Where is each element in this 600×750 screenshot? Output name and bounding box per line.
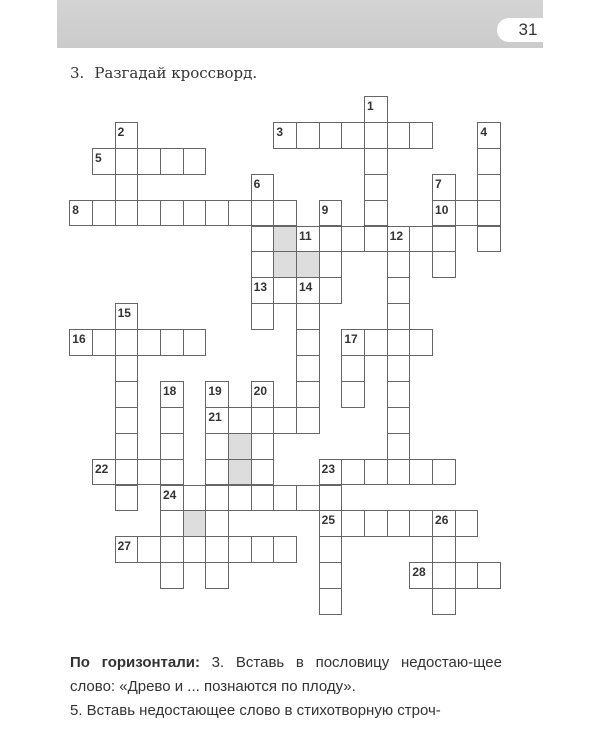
crossword-blocked-cell xyxy=(273,251,297,278)
crossword-cell[interactable] xyxy=(137,459,161,486)
crossword-cell[interactable] xyxy=(92,329,116,356)
crossword-cell[interactable] xyxy=(115,200,139,227)
clue-number: 4 xyxy=(480,124,488,139)
clue-number: 25 xyxy=(321,513,336,528)
crossword-cell[interactable] xyxy=(364,226,388,253)
clue-5: 5. Вставь недостающее слово в стихотворную строч- xyxy=(70,702,441,719)
crossword-cell[interactable] xyxy=(296,122,320,149)
crossword-cell[interactable] xyxy=(115,536,139,563)
crossword-cell[interactable] xyxy=(205,433,229,460)
crossword-cell[interactable] xyxy=(251,485,275,512)
crossword-cell[interactable] xyxy=(455,200,479,227)
crossword-cell[interactable] xyxy=(477,562,501,589)
crossword-cell[interactable] xyxy=(115,329,139,356)
clue-number: 19 xyxy=(208,383,222,398)
crossword-cell[interactable] xyxy=(432,536,456,563)
crossword-cell[interactable] xyxy=(115,407,139,434)
crossword-cell[interactable] xyxy=(228,536,252,563)
crossword-cell[interactable] xyxy=(341,381,365,408)
crossword-cell[interactable] xyxy=(205,485,229,512)
crossword-cell[interactable] xyxy=(115,122,139,149)
crossword-cell[interactable] xyxy=(364,96,388,123)
clues-text xyxy=(70,651,502,723)
clue-3: 3. Вставь в пословицу недостаю-щее слово: «Древо и ... познаются по плоду». xyxy=(70,654,502,695)
crossword-cell[interactable] xyxy=(477,122,501,149)
crossword-cell[interactable] xyxy=(296,485,320,512)
crossword-cell[interactable] xyxy=(251,226,275,253)
crossword-cell[interactable] xyxy=(341,355,365,382)
crossword-cell[interactable] xyxy=(251,433,275,460)
crossword-cell[interactable] xyxy=(341,329,365,356)
crossword-cell[interactable] xyxy=(387,303,411,330)
crossword-cell[interactable] xyxy=(273,485,297,512)
crossword-cell[interactable] xyxy=(387,122,411,149)
crossword-cell[interactable] xyxy=(273,277,297,304)
crossword-cell[interactable] xyxy=(137,200,161,227)
crossword-cell[interactable] xyxy=(273,200,297,227)
crossword-cell[interactable] xyxy=(160,562,184,589)
clue-number: 10 xyxy=(435,202,449,217)
crossword-cell[interactable] xyxy=(205,536,229,563)
page-number: 31 xyxy=(497,18,559,42)
crossword-cell[interactable] xyxy=(387,459,411,486)
crossword-cell[interactable] xyxy=(364,148,388,175)
crossword-cell[interactable] xyxy=(183,485,207,512)
crossword-cell[interactable] xyxy=(341,122,365,149)
crossword-cell[interactable] xyxy=(455,562,479,589)
crossword-cell[interactable] xyxy=(183,536,207,563)
crossword-cell[interactable] xyxy=(137,536,161,563)
crossword-cell[interactable] xyxy=(364,510,388,537)
crossword-cell[interactable] xyxy=(319,277,343,304)
crossword-blocked-cell xyxy=(273,226,297,253)
clue-number: 17 xyxy=(344,332,358,347)
crossword-cell[interactable] xyxy=(409,329,433,356)
crossword-cell[interactable] xyxy=(251,459,275,486)
crossword-cell[interactable] xyxy=(432,562,456,589)
clue-number: 18 xyxy=(162,383,177,398)
clue-number: 14 xyxy=(299,280,313,295)
crossword-cell[interactable] xyxy=(409,226,433,253)
crossword-cell[interactable] xyxy=(183,148,207,175)
crossword-cell[interactable] xyxy=(228,485,252,512)
crossword-cell[interactable] xyxy=(115,485,139,512)
crossword-cell[interactable] xyxy=(160,536,184,563)
clue-number: 22 xyxy=(94,461,109,476)
clue-number: 23 xyxy=(321,461,336,476)
clue-number: 5 xyxy=(94,150,102,165)
task-number: 3. xyxy=(70,64,85,82)
crossword-cell[interactable] xyxy=(205,510,229,537)
crossword-cell[interactable] xyxy=(115,433,139,460)
crossword-cell[interactable] xyxy=(341,226,365,253)
clue-number: 27 xyxy=(117,539,131,554)
crossword-cell[interactable] xyxy=(296,407,320,434)
clues-heading: По горизонтали: xyxy=(70,654,200,671)
crossword-cell[interactable] xyxy=(296,355,320,382)
crossword-cell[interactable] xyxy=(319,588,343,615)
clue-number: 2 xyxy=(117,124,125,139)
crossword-cell[interactable] xyxy=(69,200,93,227)
crossword-cell[interactable] xyxy=(160,381,184,408)
crossword-cell[interactable] xyxy=(251,277,275,304)
crossword-cell[interactable] xyxy=(387,510,411,537)
crossword-cell[interactable] xyxy=(387,355,411,382)
clue-number: 26 xyxy=(435,513,449,528)
crossword-cell[interactable] xyxy=(115,459,139,486)
crossword-cell[interactable] xyxy=(296,277,320,304)
crossword-cell[interactable] xyxy=(387,433,411,460)
crossword-cell[interactable] xyxy=(364,174,388,201)
crossword-cell[interactable] xyxy=(364,329,388,356)
task-title: Разгадай кроссворд. xyxy=(94,64,258,82)
crossword-cell[interactable] xyxy=(160,200,184,227)
clue-number: 12 xyxy=(389,228,404,243)
crossword-cell[interactable] xyxy=(409,562,433,589)
crossword-cell[interactable] xyxy=(319,200,343,227)
clue-number: 24 xyxy=(162,487,177,502)
crossword-cell[interactable] xyxy=(115,303,139,330)
crossword-cell[interactable] xyxy=(319,122,343,149)
clue-number: 15 xyxy=(117,306,131,321)
clue-number: 11 xyxy=(299,228,312,243)
crossword-cell[interactable] xyxy=(251,200,275,227)
crossword-cell[interactable] xyxy=(137,329,161,356)
clue-number: 28 xyxy=(412,565,426,580)
crossword-blocked-cell xyxy=(228,459,252,486)
crossword-cell[interactable] xyxy=(319,251,343,278)
crossword-cell[interactable] xyxy=(341,510,365,537)
crossword-cell[interactable] xyxy=(137,148,161,175)
crossword-cell[interactable] xyxy=(69,329,93,356)
crossword-cell[interactable] xyxy=(273,407,297,434)
crossword-cell[interactable] xyxy=(296,303,320,330)
crossword-cell[interactable] xyxy=(477,174,501,201)
crossword-cell[interactable] xyxy=(409,122,433,149)
crossword-cell[interactable] xyxy=(115,381,139,408)
crossword-cell[interactable] xyxy=(432,251,456,278)
crossword-cell[interactable] xyxy=(251,536,275,563)
crossword-cell[interactable] xyxy=(432,588,456,615)
crossword-cell[interactable] xyxy=(183,200,207,227)
crossword-cell[interactable] xyxy=(92,459,116,486)
crossword-cell[interactable] xyxy=(387,329,411,356)
crossword-cell[interactable] xyxy=(92,148,116,175)
crossword-cell[interactable] xyxy=(205,200,229,227)
crossword-cell[interactable] xyxy=(432,459,456,486)
crossword-cell[interactable] xyxy=(92,200,116,227)
crossword-cell[interactable] xyxy=(387,381,411,408)
crossword-cell[interactable] xyxy=(477,226,501,253)
crossword-cell[interactable] xyxy=(341,459,365,486)
crossword-cell[interactable] xyxy=(251,174,275,201)
crossword-cell[interactable] xyxy=(160,329,184,356)
crossword-cell[interactable] xyxy=(160,433,184,460)
crossword-cell[interactable] xyxy=(251,303,275,330)
crossword-blocked-cell xyxy=(183,510,207,537)
crossword-cell[interactable] xyxy=(296,329,320,356)
crossword-cell[interactable] xyxy=(319,485,343,512)
crossword-cell[interactable] xyxy=(160,148,184,175)
clue-number: 3 xyxy=(276,124,284,139)
crossword-cell[interactable] xyxy=(455,510,479,537)
clue-number: 1 xyxy=(367,99,374,113)
crossword-cell[interactable] xyxy=(251,381,275,408)
crossword-cell[interactable] xyxy=(273,122,297,149)
crossword-cell[interactable] xyxy=(296,226,320,253)
crossword-cell[interactable] xyxy=(319,459,343,486)
crossword-cell[interactable] xyxy=(251,251,275,278)
crossword-cell[interactable] xyxy=(115,174,139,201)
crossword-cell[interactable] xyxy=(160,459,184,486)
crossword-cell[interactable] xyxy=(319,562,343,589)
crossword-cell[interactable] xyxy=(364,459,388,486)
crossword-cell[interactable] xyxy=(432,200,456,227)
crossword-cell[interactable] xyxy=(319,536,343,563)
clue-number: 8 xyxy=(72,202,79,217)
crossword-cell[interactable] xyxy=(432,174,456,201)
crossword-cell[interactable] xyxy=(160,407,184,434)
crossword-cell[interactable] xyxy=(205,562,229,589)
clue-number: 20 xyxy=(253,383,268,398)
clue-number: 9 xyxy=(321,202,329,217)
crossword-cell[interactable] xyxy=(296,381,320,408)
crossword-blocked-cell xyxy=(296,251,320,278)
clue-number: 6 xyxy=(253,176,261,191)
crossword-cell[interactable] xyxy=(115,148,139,175)
crossword-cell[interactable] xyxy=(183,329,207,356)
crossword-cell[interactable] xyxy=(387,226,411,253)
crossword-cell[interactable] xyxy=(205,459,229,486)
crossword-cell[interactable] xyxy=(205,407,229,434)
crossword-cell[interactable] xyxy=(160,485,184,512)
crossword-cell[interactable] xyxy=(387,251,411,278)
clue-number: 13 xyxy=(253,280,268,295)
clue-number: 7 xyxy=(435,176,442,191)
crossword-cell[interactable] xyxy=(319,226,343,253)
crossword-cell[interactable] xyxy=(251,407,275,434)
crossword-cell[interactable] xyxy=(273,536,297,563)
crossword-blocked-cell xyxy=(228,433,252,460)
crossword-cell[interactable] xyxy=(409,510,433,537)
clue-number: 21 xyxy=(208,409,222,424)
crossword-cell[interactable] xyxy=(228,200,252,227)
crossword-cell[interactable] xyxy=(432,510,456,537)
crossword-cell[interactable] xyxy=(387,277,411,304)
crossword-cell[interactable] xyxy=(432,226,456,253)
crossword-cell[interactable] xyxy=(205,381,229,408)
crossword-cell[interactable] xyxy=(364,200,388,227)
crossword-cell[interactable] xyxy=(364,122,388,149)
crossword-cell[interactable] xyxy=(477,200,501,227)
crossword-cell[interactable] xyxy=(319,510,343,537)
crossword-cell[interactable] xyxy=(115,355,139,382)
crossword-cell[interactable] xyxy=(160,510,184,537)
crossword-cell[interactable] xyxy=(409,459,433,486)
clue-number: 16 xyxy=(72,332,86,347)
crossword-cell[interactable] xyxy=(387,407,411,434)
crossword-cell[interactable] xyxy=(228,407,252,434)
crossword-cell[interactable] xyxy=(477,148,501,175)
